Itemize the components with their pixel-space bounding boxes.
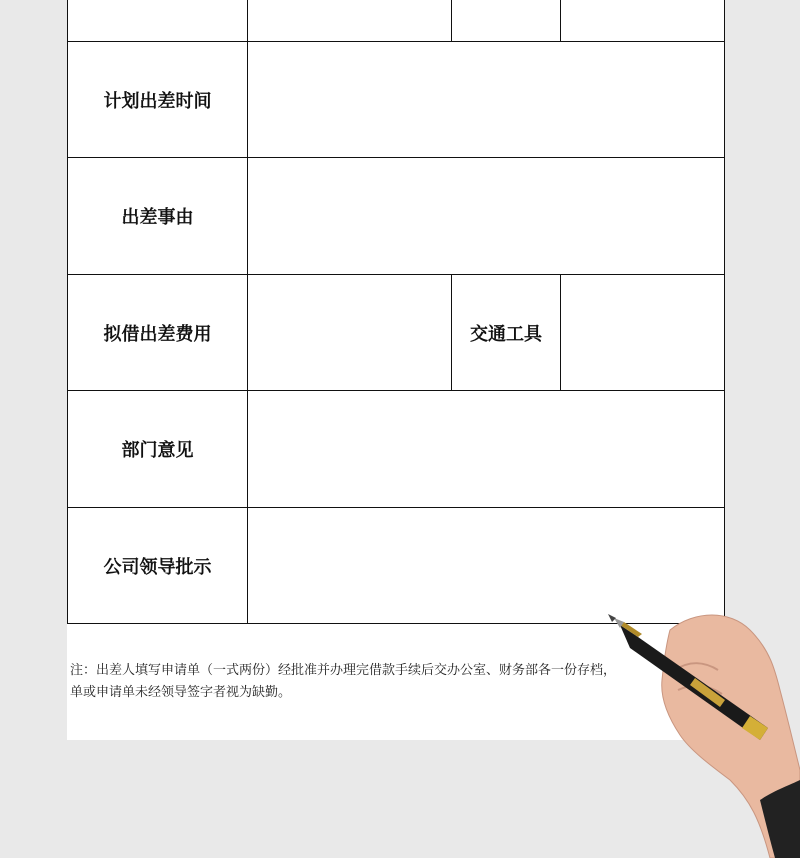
proposed-expense-cell[interactable] <box>248 275 451 390</box>
proposed-expense-label: 拟借出差费用 <box>103 323 212 345</box>
travel-reason-label: 出差事由 <box>121 207 194 228</box>
top-row-value-cell-1[interactable] <box>248 0 451 41</box>
top-row-value-cell-2[interactable] <box>452 0 560 41</box>
department-opinion-cell[interactable] <box>248 391 724 507</box>
department-opinion-label: 部门意见 <box>121 440 194 461</box>
leader-approval-label: 公司领导批示 <box>103 556 212 578</box>
planned-travel-time-label: 计划出差时间 <box>103 90 212 112</box>
footnote-line-2: 单或申请单未经领导签字者视为缺勤。 <box>70 685 292 700</box>
travel-reason-cell[interactable] <box>248 158 724 274</box>
planned-travel-time-cell[interactable] <box>248 42 724 157</box>
transport-cell[interactable] <box>561 275 724 390</box>
hand-with-pen-illustration <box>600 600 800 858</box>
footnote-line-1: 注：出差人填写申请单（一式两份）经批准并办理完借款手续后交办公室、财务部各一份存档， <box>70 663 617 678</box>
top-row-value-cell-3[interactable] <box>561 0 724 41</box>
application-form-table <box>67 0 725 624</box>
transport-label: 交通工具 <box>470 323 542 345</box>
footnote <box>70 660 660 704</box>
